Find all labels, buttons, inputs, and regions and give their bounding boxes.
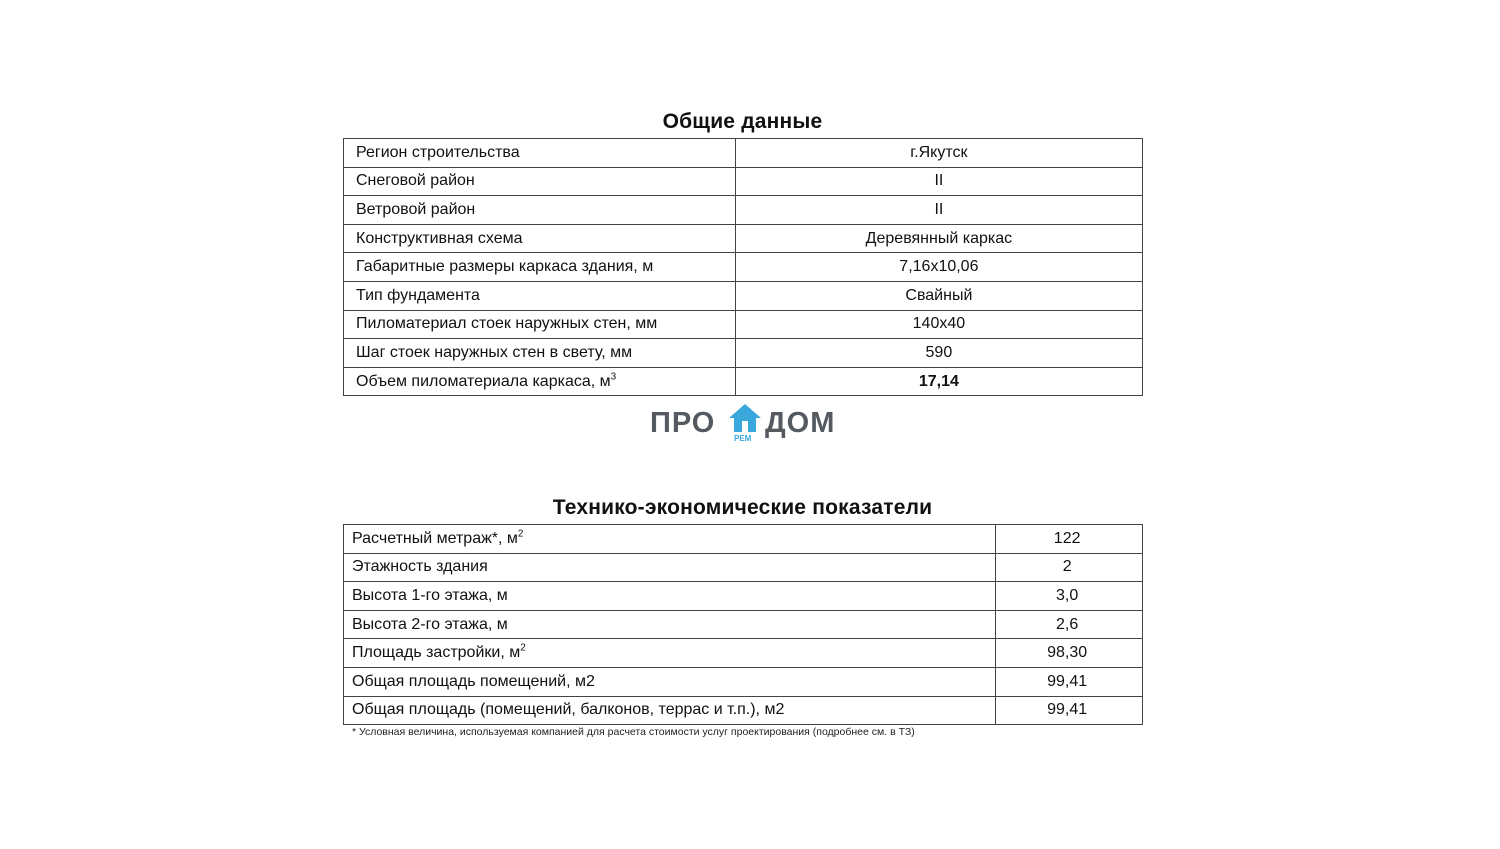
row-value: 140х40	[735, 310, 1142, 339]
table-row	[344, 281, 1143, 310]
row-value: 99,41	[996, 667, 1143, 696]
row-value: II	[735, 167, 1142, 196]
row-label: Регион строительства	[344, 139, 736, 168]
row-label: Общая площадь помещений, м2	[344, 667, 996, 696]
table-row	[344, 339, 1143, 368]
row-label: Ветровой район	[344, 196, 736, 225]
unit-superscript: 3	[610, 371, 617, 383]
table-row	[344, 553, 1143, 582]
row-label: Расчетный метраж*, м	[352, 529, 518, 547]
table-row	[344, 667, 1143, 696]
row-label: Этажность здания	[344, 553, 996, 582]
row-label: Объем пиломатериала каркаса, м	[356, 372, 611, 390]
table-row	[344, 310, 1143, 339]
company-logo	[650, 403, 850, 447]
table-row	[344, 610, 1143, 639]
table-row	[344, 367, 1143, 396]
logo-text-left: ПРО	[650, 407, 716, 439]
row-value: 3,0	[996, 582, 1143, 611]
row-value: 98,30	[996, 639, 1143, 668]
row-label: Конструктивная схема	[344, 224, 736, 253]
row-label: Снеговой район	[344, 167, 736, 196]
row-value: г.Якутск	[735, 139, 1142, 168]
unit-superscript: 2	[520, 642, 526, 654]
footnote: * Условная величина, используемая компанией для расчета стоимости услуг проектирования (подробнее см. в ТЗ)	[352, 726, 915, 738]
table-row	[344, 582, 1143, 611]
table-row	[344, 253, 1143, 282]
indicators-title: Технико-экономические показатели	[552, 496, 933, 519]
general-data-title: Общие данные	[662, 110, 823, 133]
row-value: 590	[735, 339, 1142, 368]
row-label: Пиломатериал стоек наружных стен, мм	[344, 310, 736, 339]
indicators-table	[343, 524, 1143, 725]
row-label-cell	[344, 367, 736, 396]
table-row	[344, 196, 1143, 225]
row-label: Высота 2-го этажа, м	[344, 610, 996, 639]
row-value: 122	[996, 525, 1143, 554]
general-data-table	[343, 138, 1143, 396]
row-value: 2	[996, 553, 1143, 582]
table-row	[344, 139, 1143, 168]
row-label: Общая площадь (помещений, балконов, террас и т.п.), м2	[344, 696, 996, 725]
row-label: Тип фундамента	[344, 281, 736, 310]
row-value: 7,16х10,06	[735, 253, 1142, 282]
table-row	[344, 696, 1143, 725]
table-row	[344, 639, 1143, 668]
row-label-cell	[344, 525, 996, 554]
table-row	[344, 224, 1143, 253]
logo-subtext: РЕМ	[734, 434, 752, 443]
row-label: Площадь застройки, м	[352, 644, 521, 662]
table-row	[344, 167, 1143, 196]
row-value: Свайный	[735, 281, 1142, 310]
row-label: Габаритные размеры каркаса здания, м	[344, 253, 736, 282]
unit-superscript: 2	[517, 528, 524, 540]
row-value: Деревянный каркас	[735, 224, 1142, 253]
table-row	[344, 525, 1143, 554]
row-label: Шаг стоек наружных стен в свету, мм	[344, 339, 736, 368]
logo-text-right: ДОМ	[765, 407, 836, 439]
row-value: II	[735, 196, 1142, 225]
row-value: 2,6	[996, 610, 1143, 639]
row-label: Высота 1-го этажа, м	[344, 582, 996, 611]
row-value: 17,14	[735, 367, 1142, 396]
row-label-cell	[344, 639, 996, 668]
house-icon	[728, 403, 762, 435]
row-value: 99,41	[996, 696, 1143, 725]
